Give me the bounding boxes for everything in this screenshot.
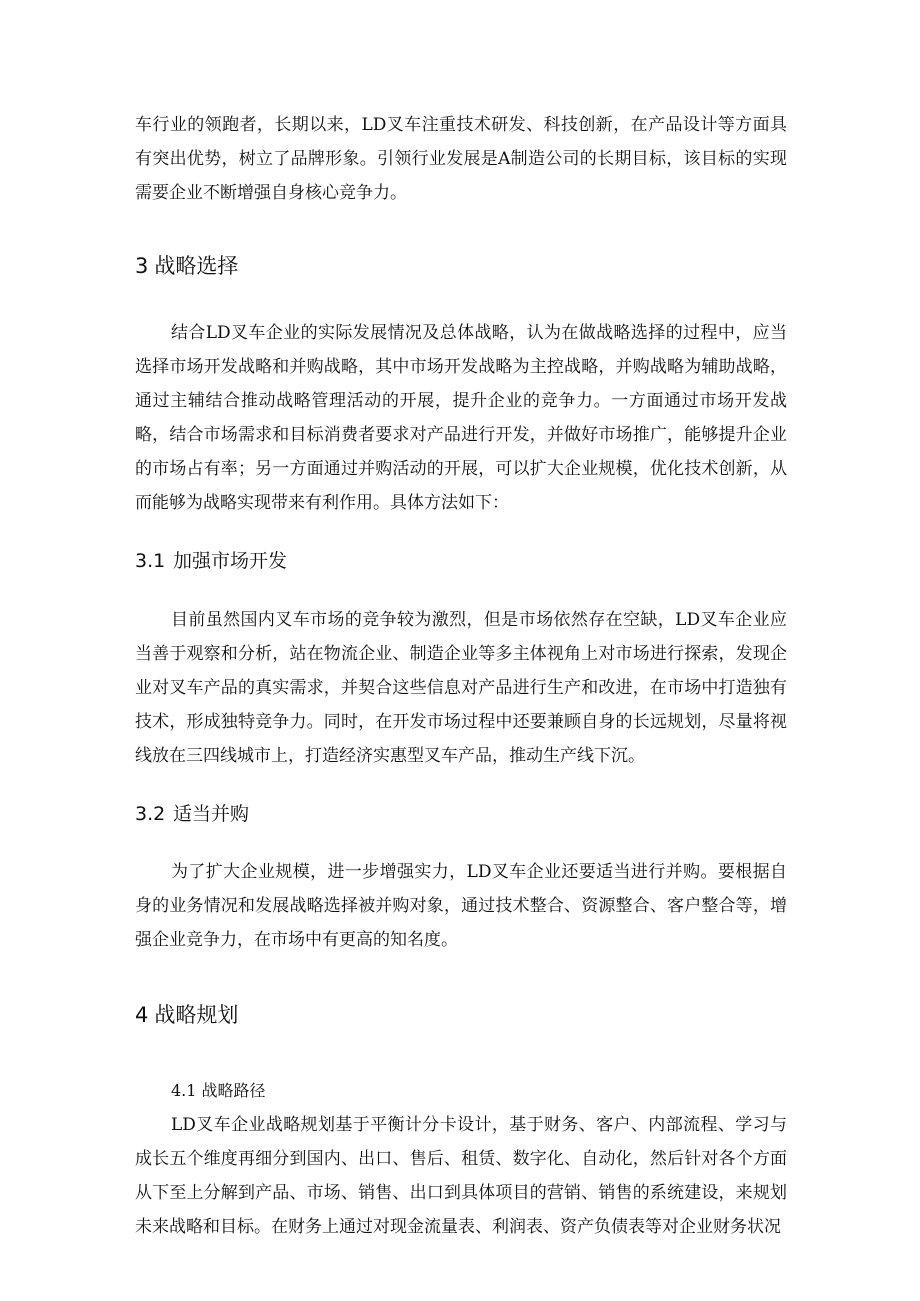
section-number: 4.1	[171, 1081, 197, 1100]
paragraph-intro-continued: 车行业的领跑者，长期以来，LD叉车注重技术研发、科技创新，在产品设计等方面具有突出优势，树立了品牌形象。引领行业发展是A制造公司的长期目标，该目标的实现需要企业不断增强自身核心竞争力。	[135, 115, 787, 203]
paragraph-strategy-path: LD叉车企业战略规划基于平衡计分卡设计，基于财务、客户、内部流程、学习与成长五个维度再细分到国内、出口、售后、租赁、数字化、自动化，然后针对各个方面从下至上分解到产品、市场、销售、出口到具体项目的营销、销售的系统建设，来规划未来战略和目标。在财务上通过对现金流量表、利润表、资产负债表等对企业财务状况	[135, 1115, 787, 1237]
section-heading-3-2	[135, 800, 787, 828]
section-title: 适当并购	[173, 803, 250, 825]
section-number: 3	[135, 254, 149, 278]
section-heading-4	[135, 1000, 787, 1030]
document-page	[135, 108, 787, 1244]
paragraph-market-development: 目前虽然国内叉车市场的竞争较为激烈，但是市场依然存在空缺，LD叉车企业应当善于观察和分析，站在物流企业、制造企业等多主体视角上对市场进行探索，发现企业对叉车产品的真实需求，并契合这些信息对产品进行生产和改进，在市场中打造独有技术，形成独特竞争力。同时，在开发市场过程中还要兼顾自身的长远规划，尽量将视线放在三四线城市上，打造经济实惠型叉车产品，推动生产线下沉。	[135, 610, 787, 766]
section-title: 战略规划	[154, 1003, 239, 1027]
section-heading-3-1	[135, 547, 787, 575]
paragraph-strategy-choice: 结合LD叉车企业的实际发展情况及总体战略，认为在做战略选择的过程中，应当选择市场开发战略和并购战略，其中市场开发战略为主控战略，并购战略为辅助战略，通过主辅结合推动战略管理活动的开展，提升企业的竞争力。一方面通过市场开发战略，结合市场需求和目标消费者要求对产品进行开发，并做好市场推广，能够提升企业的市场占有率；另一方面通过并购活动的开展，可以扩大企业规模，优化技术创新，从而能够为战略实现带来有利作用。具体方法如下：	[135, 323, 787, 513]
section-number: 3.2	[135, 803, 166, 825]
section-number: 3.1	[135, 550, 166, 572]
section-title: 战略选择	[154, 254, 239, 278]
section-title: 加强市场开发	[173, 550, 288, 572]
section-heading-3	[135, 251, 787, 281]
paragraph-mergers: 为了扩大企业规模，进一步增强实力，LD叉车企业还要适当进行并购。要根据自身的业务情况和发展战略选择被并购对象，通过技术整合、资源整合、客户整合等，增强企业竞争力，在市场中有更高的知名度。	[135, 862, 787, 950]
section-title: 战略路径	[201, 1081, 266, 1100]
subsection-heading-4-1	[135, 1076, 787, 1106]
section-number: 4	[135, 1003, 149, 1027]
